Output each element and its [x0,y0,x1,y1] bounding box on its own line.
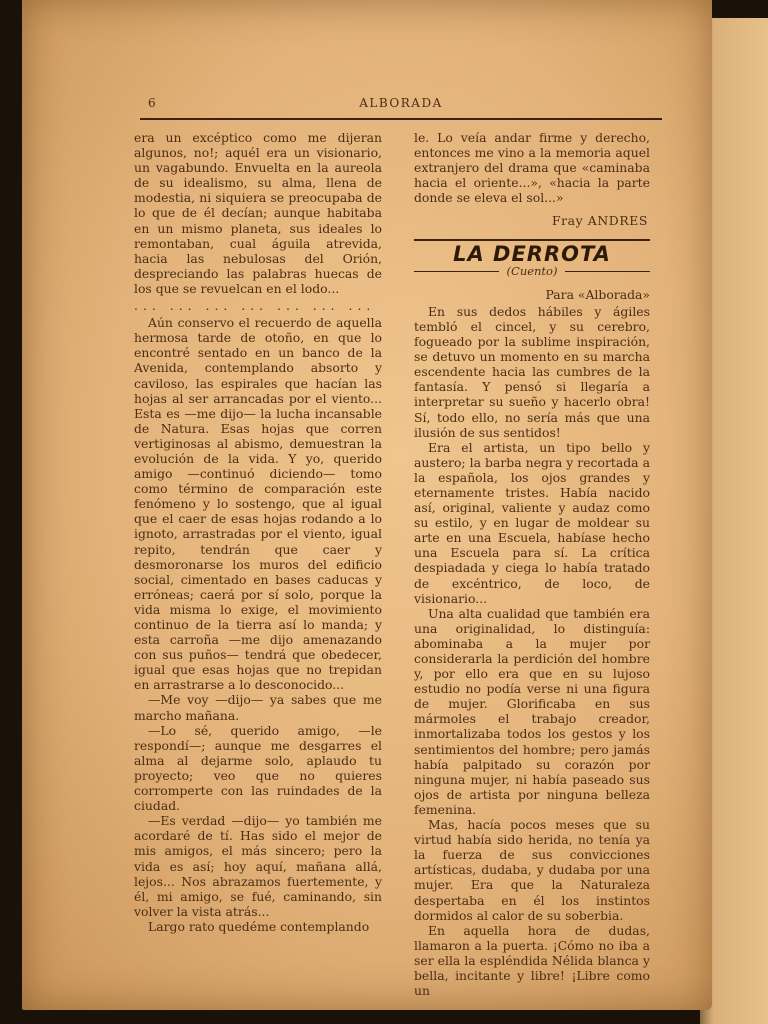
left-paragraph-4: —Lo sé, querido amigo, —le respondí—; aunque me desgarres el alma al dejarme solo, aplaudo tu proyecto; veo que no quieres corromperte con las ruindades de la ciudad. [134,722,382,814]
subtitle-rule-left [414,271,499,272]
author-signature: Fray ANDRES [551,213,648,229]
running-title: ALBORADA [359,96,443,110]
page-number: 6 [148,96,156,110]
subtitle-rule-right [565,271,650,272]
right-paragraph-2: En sus dedos hábiles y ágiles tembló el cincel, y su cerebro, fogueado por la sublime inspiración, se detuvo un momento en su marcha escendente hacia las cumbres de la fantasía. Y pensó si llegaría a interpretar su sueño y hacerlo obra! Sí, todo ello, no sería más que una ilusión de sus sentidos! [414,303,650,440]
section-divider [414,239,650,241]
right-paragraph-3: Era el artista, un tipo bello y austero; la barba negra y recortada a la española, los ojos grandes y eternamente tristes. Había nacido así, original, valiente y audaz como su estilo, y en lugar de moldear su arte en una Escuela, habíase hecho una Escuela para sí. La crítica despiadada y ciega lo había tratado de excéntrico, de loco, de visionario... [414,439,650,606]
left-column [134,130,382,934]
left-paragraph-2: Aún conservo el recuerdo de aquella hermosa tarde de otoño, en que lo encontré sentado en un banco de la Avenida, contemplando absorto y cavilosо, las espirales que hacían las hojas al ser arrancadas por el viento... Esta es —me dijo— la lucha incansable de Natura. Esas hojas que corren vertiginosas al abismo, demuestran la evolución de la vida. Y yo, querido amigo —continuó diciendo— tomo como término de comparación este fenómeno y lo sostengo, que al igual que el caer de esas hojas rodando a lo ignoto, arrastradas por el viento, igual repito, tendrán que caer y desmoronarse los muros del edificio social, cimentado en bases caducas y erróneas; caerá por sí solo, porque la vida misma lo exige, el movimiento continuo de la tierra así lo manda; y esta carroña —me dijo amenazando con sus puños— tendrá que obedecer, igual que esas hojas que no trepidan en arrastrarse a lo desconocido... [134,315,382,693]
left-paragraph-5: —Es verdad —dijo— yo también me acordaré de tí. Has sido el mejor de mis amigos, el más sincero; pero la vida es así; hoy aquí, mañana allá, lejos... Nos abrazamos fuertemente, y él, mi amigo, se fué, caminando, sin volver la vista atrás... [134,813,382,919]
book-page [22,0,712,1010]
dedication: Para «Alborada» [545,286,650,302]
story-title: LA DERROTA [453,241,611,266]
left-paragraph-3: —Me voy —dijo— ya sabes que me marcho mañana. [134,692,382,723]
ellipsis-separator: ... ... ... ... ... ... ... [134,298,376,314]
left-paragraph-6: Largo rato quedéme contemplando [148,918,370,934]
page-header [140,96,662,120]
story-subtitle: (Cuento) [506,263,558,278]
right-paragraph-4: Una alta cualidad que también era una originalidad, lo distinguía: abominaba a la mujer por considerarla la perdición del hombre y, por ello era que en su lujoso estudio no podía verse ni una figura de mujer. Glorificaba en sus mármoles el trabajo creador, inmortalizaba todos los gestos y los sentimientos del hombre; pero jamás había palpitado su corazón por ninguna mujer, ni había paseado sus ojos de artista por ninguna belleza femenina. [414,605,650,817]
right-paragraph-5: Mas, hacía pocos meses que su virtud había sido herida, no tenía ya la fuerza de sus convicciones artísticas, dudaba, y dudaba por una mujer. Era que la Naturaleza despertaba en él los instintos dormidos al calor de su soberbia. [414,817,650,923]
story-subtitle-row [414,264,650,279]
left-paragraph-1: era un excéptico como me dijeran algunos, no!; aquél era un visionario, un vagabundo. Envuelta en la aureola de su idealismo, su alma, llena de modestia, ni siquiera se preocupaba de lo que de él decían; aunque habitaba en un mismo planeta, sus ideales lo remontaban, cual águila atrevida, hacia las nebulosas del Orión, despreciando las palabras huecas de los que se revuelcan en el lodo... [134,130,382,296]
right-column [414,130,650,998]
right-paragraph-1: le. Lo veía andar firme y derecho, entonces me vino a la memoria aquel extranjero del drama que «caminaba hacia el oriente...», «hacia la parte donde se eleva el sol...» [414,130,650,206]
right-paragraph-6: En aquella hora de dudas, llamaron a la puerta. ¡Cómo no iba a ser ella la espléndida Nélida blanca y bella, incitante y libre! ¡Libre como un [414,922,650,999]
